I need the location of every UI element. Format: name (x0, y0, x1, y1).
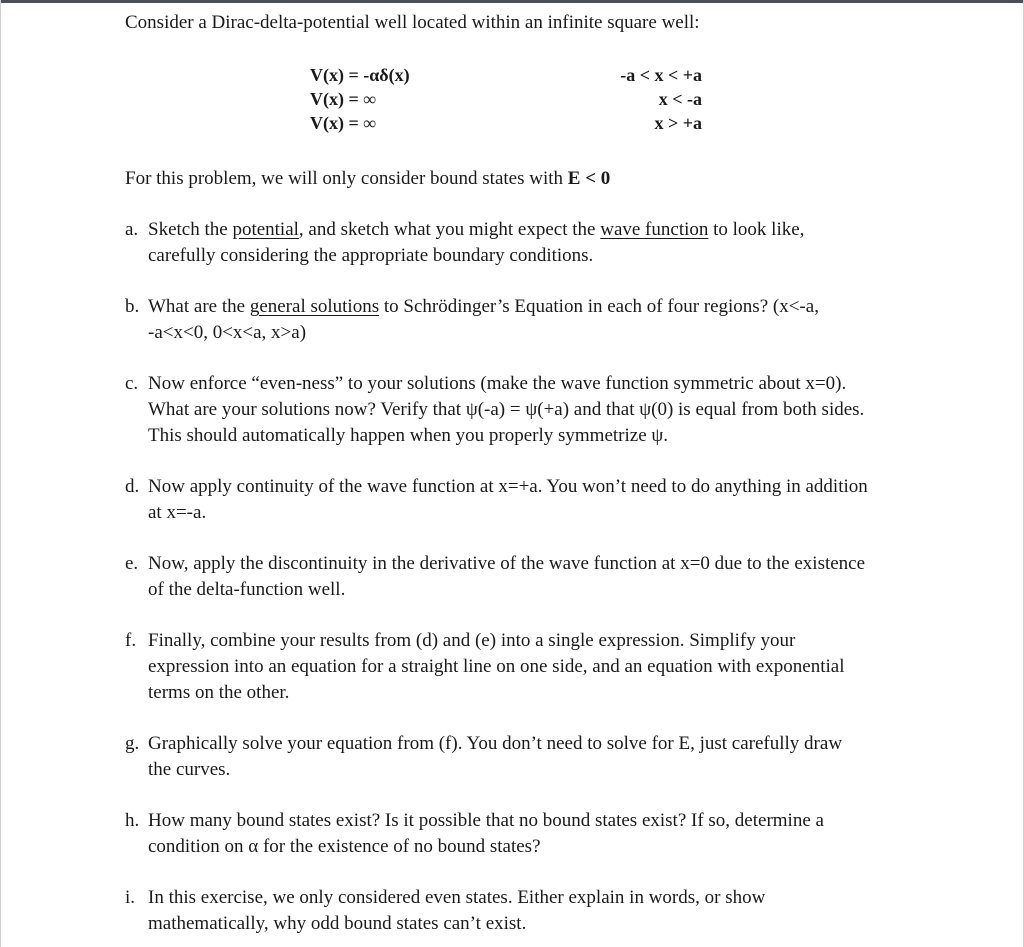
question-line: This should automatically happen when you properly symmetrize ψ. (148, 425, 669, 446)
question-letter: a. (125, 219, 139, 240)
question-line: terms on the other. (148, 682, 290, 703)
potential-definition (310, 63, 730, 135)
question-letter: i. (125, 887, 136, 908)
question-letter: f. (125, 630, 137, 651)
question-letter: c. (125, 373, 139, 394)
question-line: Finally, combine your results from (d) and (e) into a single expression. Simplify your (148, 630, 796, 651)
potential-equation: V(x) = ∞ (310, 89, 377, 109)
question-d (125, 474, 945, 526)
question-letter: b. (125, 296, 140, 317)
question-line: mathematically, why odd bound states can’t exist. (148, 913, 527, 934)
question-line: condition on α for the existence of no bound states? (148, 836, 541, 857)
text-segment: to look like, (708, 219, 805, 240)
text-segment: to Schrödinger’s Equation in each of four regions? (x<-a, (379, 296, 819, 317)
question-line: the curves. (148, 759, 231, 780)
left-border (0, 0, 1, 947)
problem-intro: Consider a Dirac-delta-potential well located within an infinite square well: (125, 12, 700, 33)
potential-row-left (310, 87, 730, 111)
underlined-term: potential (232, 219, 299, 240)
potential-equation: V(x) = ∞ (310, 113, 377, 133)
question-a (125, 217, 945, 269)
question-i (125, 885, 945, 937)
statement-text: For this problem, we will only consider bound states with (125, 168, 568, 189)
question-line: Now apply continuity of the wave function at x=+a. You won’t need to do anything in addition (148, 476, 868, 497)
question-letter: e. (125, 553, 139, 574)
potential-region: x < -a (658, 89, 702, 109)
energy-condition: E < 0 (567, 168, 611, 189)
top-border (0, 0, 1024, 3)
question-line: Now, apply the discontinuity in the derivative of the wave function at x=0 due to the existence (148, 553, 866, 574)
question-line: Now enforce “even-ness” to your solutions (make the wave function symmetric about x=0). (148, 373, 847, 394)
question-line: -a<x<0, 0<x<a, x>a) (148, 322, 307, 343)
question-e (125, 551, 945, 603)
text-segment: Sketch the (148, 219, 233, 240)
question-letter: g. (125, 733, 140, 754)
question-line: of the delta-function well. (148, 579, 346, 600)
question-line (125, 294, 945, 320)
question-line: In this exercise, we only considered even states. Either explain in words, or show (148, 887, 766, 908)
question-f (125, 628, 945, 706)
underlined-term: wave function (600, 219, 709, 240)
text-segment: What are the (148, 296, 250, 317)
question-letter: h. (125, 810, 140, 831)
potential-equation: V(x) = -αδ(x) (310, 65, 410, 85)
potential-region: -a < x < +a (620, 65, 702, 85)
question-b (125, 294, 945, 346)
question-line: Graphically solve your equation from (f). You don’t need to solve for E, just carefully draw (148, 733, 843, 754)
question-g (125, 731, 945, 783)
question-c (125, 371, 945, 449)
question-line (125, 217, 945, 243)
potential-region: x > +a (654, 113, 702, 133)
potential-row-right (310, 111, 730, 135)
question-h (125, 808, 945, 860)
question-line: How many bound states exist? Is it possible that no bound states exist? If so, determine a (148, 810, 824, 831)
question-line: expression into an equation for a straight line on one side, and an equation with exponential (148, 656, 845, 677)
question-line: carefully considering the appropriate boundary conditions. (148, 245, 594, 266)
text-segment: , and sketch what you might expect the (298, 219, 601, 240)
potential-row-inside (310, 63, 730, 87)
question-line: at x=-a. (148, 502, 207, 523)
bound-state-statement (125, 166, 610, 192)
question-letter: d. (125, 476, 140, 497)
underlined-term: general solutions (249, 296, 380, 317)
question-line: What are your solutions now? Verify that ψ(-a) = ψ(+a) and that ψ(0) is equal from both sides. (148, 399, 865, 420)
